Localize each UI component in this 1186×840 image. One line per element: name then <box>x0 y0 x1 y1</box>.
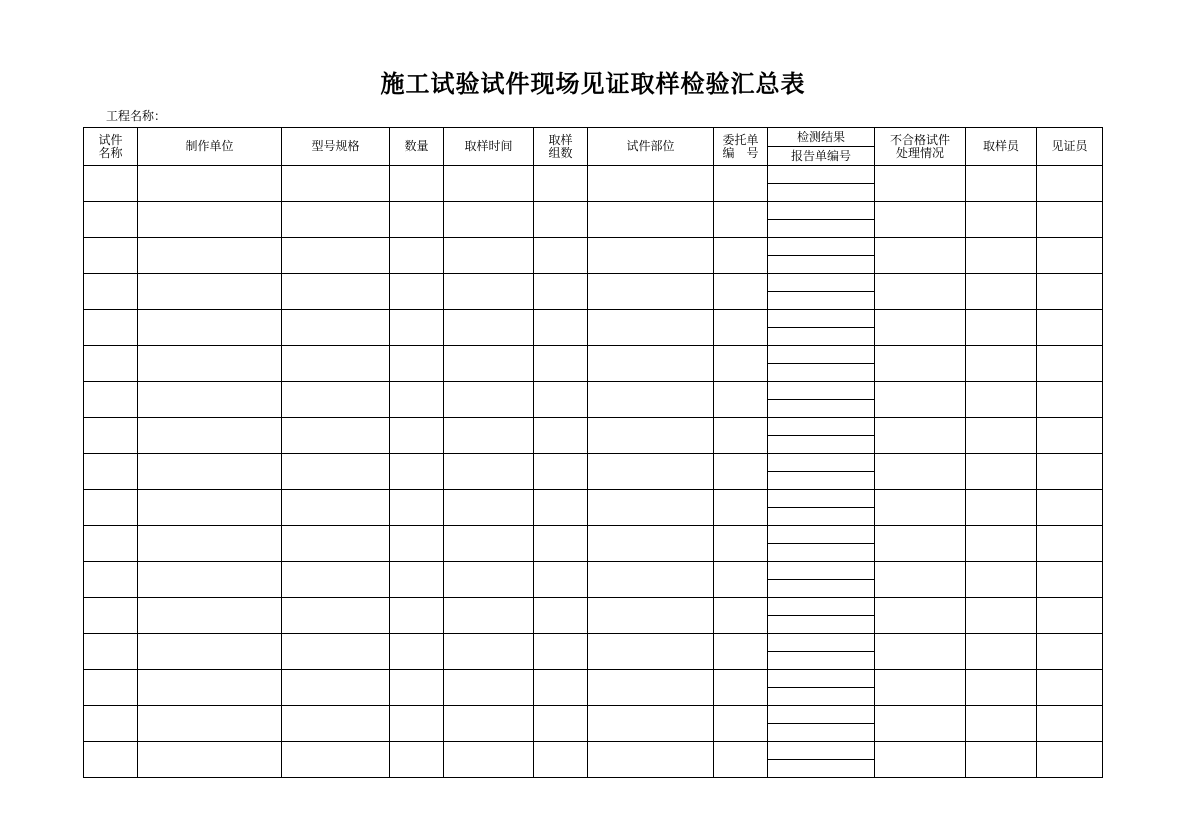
cell-sampling-time[interactable] <box>444 166 534 202</box>
cell-sampling-time[interactable] <box>444 238 534 274</box>
cell-groups[interactable] <box>534 238 588 274</box>
cell-model[interactable] <box>282 418 390 454</box>
cell-groups[interactable] <box>534 634 588 670</box>
cell-order-no[interactable] <box>714 634 768 670</box>
table-row <box>84 526 1103 544</box>
cell-order-no[interactable] <box>714 706 768 742</box>
cell-report-no[interactable] <box>768 616 875 634</box>
cell-quantity[interactable] <box>390 382 444 418</box>
cell-part[interactable] <box>588 346 714 382</box>
cell-maker[interactable] <box>138 310 282 346</box>
cell-model[interactable] <box>282 562 390 598</box>
cell-sample-name[interactable] <box>84 238 138 274</box>
cell-part[interactable] <box>588 562 714 598</box>
cell-sampler[interactable] <box>966 742 1037 778</box>
cell-sampler[interactable] <box>966 490 1037 526</box>
header-sample-name: 试件 名称 <box>84 128 138 166</box>
cell-model[interactable] <box>282 274 390 310</box>
cell-quantity[interactable] <box>390 238 444 274</box>
cell-sampler[interactable] <box>966 274 1037 310</box>
cell-nonconforming[interactable] <box>875 418 966 454</box>
cell-maker[interactable] <box>138 382 282 418</box>
cell-witness[interactable] <box>1037 238 1103 274</box>
cell-order-no[interactable] <box>714 526 768 562</box>
cell-sampling-time[interactable] <box>444 418 534 454</box>
cell-test-result[interactable] <box>768 274 875 292</box>
cell-report-no[interactable] <box>768 652 875 670</box>
table-row <box>84 346 1103 364</box>
cell-sample-name[interactable] <box>84 670 138 706</box>
cell-sampler[interactable] <box>966 526 1037 562</box>
cell-report-no[interactable] <box>768 328 875 346</box>
cell-sample-name[interactable] <box>84 634 138 670</box>
cell-sampling-time[interactable] <box>444 562 534 598</box>
table-row <box>84 742 1103 760</box>
header-part: 试件部位 <box>588 128 714 166</box>
cell-sample-name[interactable] <box>84 274 138 310</box>
cell-witness[interactable] <box>1037 274 1103 310</box>
cell-test-result[interactable] <box>768 346 875 364</box>
cell-witness[interactable] <box>1037 490 1103 526</box>
cell-groups[interactable] <box>534 670 588 706</box>
cell-order-no[interactable] <box>714 202 768 238</box>
cell-report-no[interactable] <box>768 580 875 598</box>
header-witness: 见证员 <box>1037 128 1103 166</box>
header-sampling-time: 取样时间 <box>444 128 534 166</box>
cell-part[interactable] <box>588 598 714 634</box>
cell-test-result[interactable] <box>768 202 875 220</box>
header-model: 型号规格 <box>282 128 390 166</box>
cell-model[interactable] <box>282 598 390 634</box>
cell-model[interactable] <box>282 706 390 742</box>
cell-nonconforming[interactable] <box>875 310 966 346</box>
cell-maker[interactable] <box>138 454 282 490</box>
cell-order-no[interactable] <box>714 238 768 274</box>
cell-groups[interactable] <box>534 598 588 634</box>
cell-test-result[interactable] <box>768 598 875 616</box>
cell-sample-name[interactable] <box>84 562 138 598</box>
cell-test-result[interactable] <box>768 526 875 544</box>
cell-quantity[interactable] <box>390 274 444 310</box>
cell-model[interactable] <box>282 346 390 382</box>
cell-maker[interactable] <box>138 598 282 634</box>
cell-groups[interactable] <box>534 274 588 310</box>
cell-sampling-time[interactable] <box>444 598 534 634</box>
cell-model[interactable] <box>282 238 390 274</box>
cell-sample-name[interactable] <box>84 454 138 490</box>
cell-groups[interactable] <box>534 742 588 778</box>
cell-sampler[interactable] <box>966 562 1037 598</box>
table-row <box>84 454 1103 472</box>
cell-sampler[interactable] <box>966 166 1037 202</box>
cell-groups[interactable] <box>534 454 588 490</box>
cell-order-no[interactable] <box>714 562 768 598</box>
cell-groups[interactable] <box>534 202 588 238</box>
cell-order-no[interactable] <box>714 742 768 778</box>
cell-nonconforming[interactable] <box>875 562 966 598</box>
cell-test-result[interactable] <box>768 310 875 328</box>
cell-witness[interactable] <box>1037 166 1103 202</box>
cell-quantity[interactable] <box>390 562 444 598</box>
cell-report-no[interactable] <box>768 292 875 310</box>
cell-sample-name[interactable] <box>84 706 138 742</box>
cell-witness[interactable] <box>1037 346 1103 382</box>
cell-nonconforming[interactable] <box>875 634 966 670</box>
cell-report-no[interactable] <box>768 184 875 202</box>
cell-maker[interactable] <box>138 706 282 742</box>
cell-part[interactable] <box>588 454 714 490</box>
cell-quantity[interactable] <box>390 742 444 778</box>
cell-sampler[interactable] <box>966 706 1037 742</box>
cell-report-no[interactable] <box>768 760 875 778</box>
cell-sample-name[interactable] <box>84 382 138 418</box>
cell-maker[interactable] <box>138 418 282 454</box>
cell-test-result[interactable] <box>768 490 875 508</box>
cell-sampling-time[interactable] <box>444 346 534 382</box>
cell-order-no[interactable] <box>714 310 768 346</box>
cell-sampling-time[interactable] <box>444 454 534 490</box>
cell-nonconforming[interactable] <box>875 526 966 562</box>
header-test-result: 检测结果 <box>768 128 875 147</box>
cell-report-no[interactable] <box>768 436 875 454</box>
cell-sampler[interactable] <box>966 238 1037 274</box>
cell-nonconforming[interactable] <box>875 706 966 742</box>
cell-model[interactable] <box>282 742 390 778</box>
cell-report-no[interactable] <box>768 544 875 562</box>
cell-maker[interactable] <box>138 490 282 526</box>
cell-model[interactable] <box>282 202 390 238</box>
cell-sample-name[interactable] <box>84 202 138 238</box>
cell-maker[interactable] <box>138 634 282 670</box>
cell-nonconforming[interactable] <box>875 490 966 526</box>
cell-test-result[interactable] <box>768 634 875 652</box>
cell-sample-name[interactable] <box>84 418 138 454</box>
cell-test-result[interactable] <box>768 238 875 256</box>
cell-report-no[interactable] <box>768 256 875 274</box>
cell-sampler[interactable] <box>966 598 1037 634</box>
header-quantity: 数量 <box>390 128 444 166</box>
cell-sampler[interactable] <box>966 418 1037 454</box>
cell-nonconforming[interactable] <box>875 238 966 274</box>
cell-order-no[interactable] <box>714 274 768 310</box>
cell-maker[interactable] <box>138 166 282 202</box>
cell-nonconforming[interactable] <box>875 742 966 778</box>
cell-sample-name[interactable] <box>84 346 138 382</box>
cell-quantity[interactable] <box>390 490 444 526</box>
table-row <box>84 670 1103 688</box>
cell-nonconforming[interactable] <box>875 670 966 706</box>
cell-test-result[interactable] <box>768 562 875 580</box>
table-row <box>84 706 1103 724</box>
cell-order-no[interactable] <box>714 490 768 526</box>
cell-witness[interactable] <box>1037 634 1103 670</box>
cell-maker[interactable] <box>138 346 282 382</box>
cell-maker[interactable] <box>138 742 282 778</box>
cell-witness[interactable] <box>1037 202 1103 238</box>
cell-sample-name[interactable] <box>84 598 138 634</box>
cell-test-result[interactable] <box>768 454 875 472</box>
cell-quantity[interactable] <box>390 310 444 346</box>
cell-part[interactable] <box>588 742 714 778</box>
cell-report-no[interactable] <box>768 508 875 526</box>
cell-model[interactable] <box>282 454 390 490</box>
cell-test-result[interactable] <box>768 706 875 724</box>
cell-nonconforming[interactable] <box>875 202 966 238</box>
summary-table <box>83 127 1103 778</box>
cell-sample-name[interactable] <box>84 166 138 202</box>
cell-test-result[interactable] <box>768 670 875 688</box>
cell-quantity[interactable] <box>390 526 444 562</box>
cell-order-no[interactable] <box>714 382 768 418</box>
cell-order-no[interactable] <box>714 598 768 634</box>
cell-sampler[interactable] <box>966 382 1037 418</box>
header-maker: 制作单位 <box>138 128 282 166</box>
cell-sampling-time[interactable] <box>444 382 534 418</box>
table-row <box>84 274 1103 292</box>
cell-witness[interactable] <box>1037 598 1103 634</box>
cell-sampler[interactable] <box>966 670 1037 706</box>
cell-order-no[interactable] <box>714 166 768 202</box>
cell-maker[interactable] <box>138 202 282 238</box>
table-row <box>84 634 1103 652</box>
cell-part[interactable] <box>588 202 714 238</box>
cell-order-no[interactable] <box>714 670 768 706</box>
cell-part[interactable] <box>588 382 714 418</box>
cell-model[interactable] <box>282 382 390 418</box>
cell-test-result[interactable] <box>768 382 875 400</box>
cell-report-no[interactable] <box>768 400 875 418</box>
cell-groups[interactable] <box>534 382 588 418</box>
header-sampler: 取样员 <box>966 128 1037 166</box>
cell-maker[interactable] <box>138 670 282 706</box>
cell-groups[interactable] <box>534 562 588 598</box>
cell-witness[interactable] <box>1037 670 1103 706</box>
cell-model[interactable] <box>282 526 390 562</box>
cell-witness[interactable] <box>1037 526 1103 562</box>
cell-witness[interactable] <box>1037 310 1103 346</box>
cell-maker[interactable] <box>138 274 282 310</box>
cell-model[interactable] <box>282 634 390 670</box>
cell-groups[interactable] <box>534 310 588 346</box>
cell-groups[interactable] <box>534 346 588 382</box>
table-row <box>84 598 1103 616</box>
project-name-label: 工程名称： <box>106 109 167 123</box>
cell-part[interactable] <box>588 310 714 346</box>
cell-part[interactable] <box>588 166 714 202</box>
cell-order-no[interactable] <box>714 346 768 382</box>
cell-sampler[interactable] <box>966 454 1037 490</box>
cell-groups[interactable] <box>534 706 588 742</box>
table-row <box>84 490 1103 508</box>
header-report-no: 报告单编号 <box>768 147 875 166</box>
cell-sampling-time[interactable] <box>444 310 534 346</box>
cell-witness[interactable] <box>1037 706 1103 742</box>
cell-quantity[interactable] <box>390 670 444 706</box>
cell-report-no[interactable] <box>768 724 875 742</box>
cell-quantity[interactable] <box>390 166 444 202</box>
cell-report-no[interactable] <box>768 220 875 238</box>
table-row <box>84 166 1103 184</box>
cell-quantity[interactable] <box>390 598 444 634</box>
cell-sampling-time[interactable] <box>444 490 534 526</box>
cell-sampling-time[interactable] <box>444 202 534 238</box>
cell-test-result[interactable] <box>768 166 875 184</box>
cell-sampler[interactable] <box>966 346 1037 382</box>
cell-order-no[interactable] <box>714 418 768 454</box>
cell-part[interactable] <box>588 274 714 310</box>
cell-maker[interactable] <box>138 562 282 598</box>
table-row <box>84 382 1103 400</box>
cell-test-result[interactable] <box>768 418 875 436</box>
cell-nonconforming[interactable] <box>875 454 966 490</box>
cell-witness[interactable] <box>1037 742 1103 778</box>
cell-part[interactable] <box>588 706 714 742</box>
cell-report-no[interactable] <box>768 364 875 382</box>
cell-groups[interactable] <box>534 526 588 562</box>
cell-nonconforming[interactable] <box>875 346 966 382</box>
cell-nonconforming[interactable] <box>875 382 966 418</box>
cell-sample-name[interactable] <box>84 310 138 346</box>
table-row <box>84 310 1103 328</box>
cell-sampler[interactable] <box>966 310 1037 346</box>
cell-witness[interactable] <box>1037 562 1103 598</box>
cell-quantity[interactable] <box>390 706 444 742</box>
header-groups: 取样 组数 <box>534 128 588 166</box>
cell-quantity[interactable] <box>390 346 444 382</box>
cell-maker[interactable] <box>138 238 282 274</box>
cell-report-no[interactable] <box>768 472 875 490</box>
cell-test-result[interactable] <box>768 742 875 760</box>
cell-quantity[interactable] <box>390 634 444 670</box>
cell-witness[interactable] <box>1037 454 1103 490</box>
cell-sampler[interactable] <box>966 634 1037 670</box>
cell-witness[interactable] <box>1037 382 1103 418</box>
cell-model[interactable] <box>282 670 390 706</box>
page-title: 施工试验试件现场见证取样检验汇总表 <box>380 69 806 98</box>
cell-model[interactable] <box>282 166 390 202</box>
cell-sampling-time[interactable] <box>444 634 534 670</box>
cell-model[interactable] <box>282 490 390 526</box>
cell-witness[interactable] <box>1037 418 1103 454</box>
header-order-no: 委托单 编 号 <box>714 128 768 166</box>
cell-quantity[interactable] <box>390 202 444 238</box>
cell-sample-name[interactable] <box>84 742 138 778</box>
cell-sampling-time[interactable] <box>444 706 534 742</box>
cell-part[interactable] <box>588 670 714 706</box>
cell-sampling-time[interactable] <box>444 274 534 310</box>
cell-part[interactable] <box>588 490 714 526</box>
cell-sample-name[interactable] <box>84 490 138 526</box>
cell-maker[interactable] <box>138 526 282 562</box>
table-row <box>84 238 1103 256</box>
cell-groups[interactable] <box>534 490 588 526</box>
cell-quantity[interactable] <box>390 454 444 490</box>
cell-groups[interactable] <box>534 418 588 454</box>
table-row <box>84 418 1103 436</box>
cell-part[interactable] <box>588 418 714 454</box>
cell-sampler[interactable] <box>966 202 1037 238</box>
cell-part[interactable] <box>588 526 714 562</box>
cell-groups[interactable] <box>534 166 588 202</box>
cell-order-no[interactable] <box>714 454 768 490</box>
cell-sampling-time[interactable] <box>444 526 534 562</box>
cell-part[interactable] <box>588 634 714 670</box>
header-nonconforming: 不合格试件 处理情况 <box>875 128 966 166</box>
cell-nonconforming[interactable] <box>875 598 966 634</box>
cell-sampling-time[interactable] <box>444 742 534 778</box>
cell-model[interactable] <box>282 310 390 346</box>
table-row <box>84 202 1103 220</box>
cell-quantity[interactable] <box>390 418 444 454</box>
cell-part[interactable] <box>588 238 714 274</box>
cell-sample-name[interactable] <box>84 526 138 562</box>
cell-nonconforming[interactable] <box>875 274 966 310</box>
cell-nonconforming[interactable] <box>875 166 966 202</box>
cell-sampling-time[interactable] <box>444 670 534 706</box>
table-row <box>84 562 1103 580</box>
cell-report-no[interactable] <box>768 688 875 706</box>
